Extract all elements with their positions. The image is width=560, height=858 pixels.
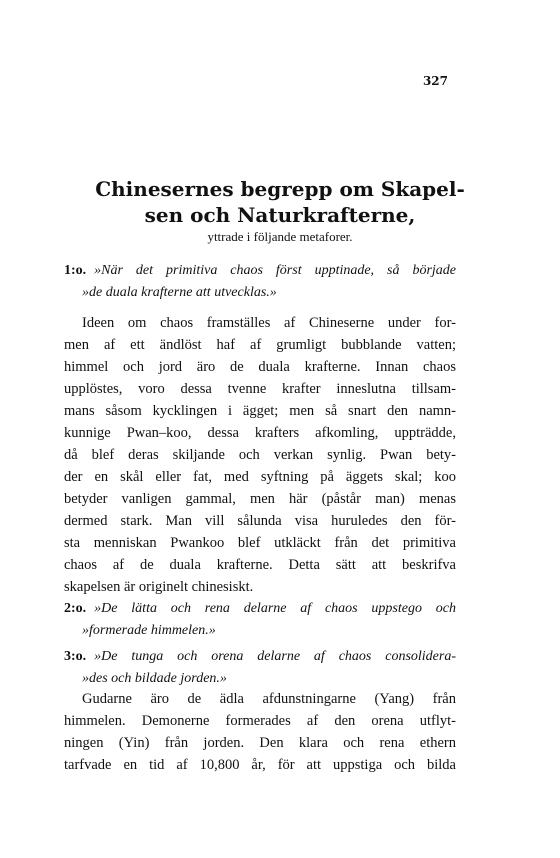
numbered-quote-1 [64, 260, 456, 304]
paragraph-line: ningen (Yin) från jorden. Den klara och rena ethern [64, 735, 456, 751]
paragraph-line: mans såsom kycklingen i ägget; men så snart den namn- [64, 403, 456, 419]
quote-line: »De tunga och orena delarne af chaos consolidera- [94, 649, 456, 664]
quote-line: »De lätta och rena delarne af chaos uppstego och [94, 601, 456, 616]
chapter-heading [60, 176, 500, 228]
quote-line: »När det primitiva chaos först upptinade, så började [94, 263, 456, 278]
paragraph-line: Ideen om chaos framställes af Chineserne under for- [82, 315, 456, 331]
paragraph-line: men af ett ändlöst haf af grumligt bubblande vatten; [64, 337, 456, 353]
paragraph-line: der en skål eller fat, med syftning på äggets skal; koo [64, 469, 456, 485]
paragraph-line: dermed stark. Man vill sålunda visa huruledes den för- [64, 513, 456, 529]
item-number: 1:o. [64, 263, 87, 278]
page-number: 327 [422, 74, 448, 88]
paragraph-line: tarfvade en tid af 10,800 år, för att uppstiga och bilda [64, 757, 456, 773]
paragraph-line: då blef deras skiljande och verkan synlig. Pwan bety- [64, 447, 456, 463]
quote-line: »formerade himmelen.» [82, 623, 216, 638]
paragraph-line: himmelen. Demonerne formerades af den orena utflyt- [64, 713, 456, 729]
heading-line-1: Chinesernes begrepp om Skapel- [95, 177, 465, 201]
quote-line: »de duala krafterne att utvecklas.» [82, 285, 277, 300]
paragraph-line: himmel och jord äro de duala krafterne. Innan chaos [64, 359, 456, 375]
numbered-quote-3 [64, 646, 456, 690]
paragraph-line: chaos af de duala krafterne. Detta sätt att beskrifva [64, 557, 456, 573]
paragraph-line: kunnige Pwan–koo, dessa krafters afkomling, uppträdde, [64, 425, 456, 441]
item-number: 2:o. [64, 601, 87, 616]
paragraph-line: Gudarne äro de ädla afdunstningarne (Yang) från [82, 691, 456, 707]
paragraph-line: skapelsen är originelt chinesiskt. [64, 579, 254, 595]
heading-line-2: sen och Naturkrafterne, [144, 203, 416, 227]
chapter-subheading: yttrade i följande metaforer. [207, 229, 353, 244]
quote-line: »des och bildade jorden.» [82, 671, 227, 686]
body-paragraph-2 [64, 688, 456, 776]
numbered-quote-2 [64, 598, 456, 642]
paragraph-line: betyder vanligen gammal, men här (påstår man) menas [64, 491, 456, 507]
paragraph-line: upplöstes, voro dessa tvenne krafter inneslutna tillsam- [64, 381, 456, 397]
paragraph-line: sta menniskan Pwankoo blef utkläckt från det primitiva [64, 535, 456, 551]
body-paragraph-1 [64, 312, 456, 598]
item-number: 3:o. [64, 649, 87, 664]
